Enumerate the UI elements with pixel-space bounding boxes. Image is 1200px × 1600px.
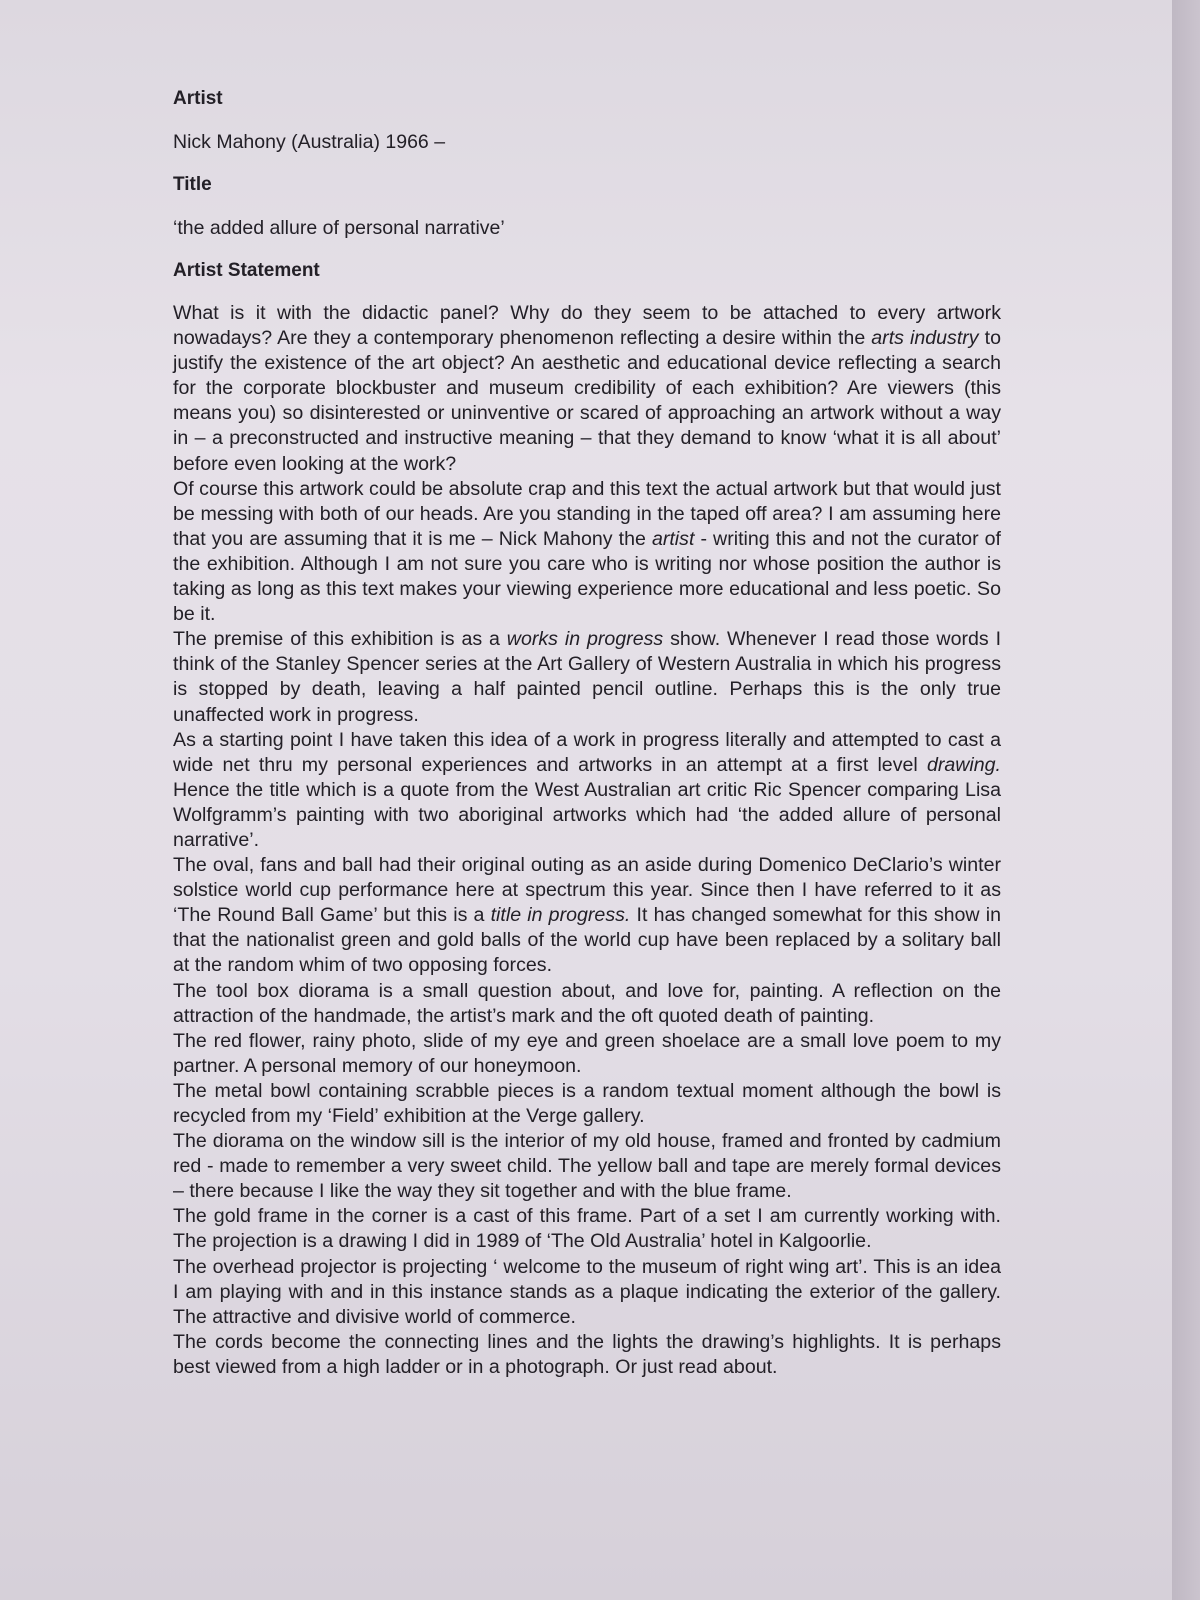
statement-paragraph <box>173 728 1001 853</box>
paragraph-text: What is it with the didactic panel? Why do they seem to be attached to every artwork nowadays? Are they a contemporary phenomenon reflecting a desire within the <box>173 302 1001 350</box>
paragraph-text: Hence the title which is a quote from the West Australian art critic Ric Spencer comparing Lisa Wolfgramm’s painting with two aboriginal artworks which had ‘the added allure of personal narrative’. <box>173 778 1001 851</box>
paragraph-text: The premise of this exhibition is as a <box>173 628 507 651</box>
paragraph-text: show. Whenever I read those words I think of the Stanley Spencer series at the Art Gallery of Western Australia in which his progress is stopped by death, leaving a half painted pencil outline. Perhaps this is the only true unaffected work in progress. <box>173 628 1002 726</box>
background-edge <box>1172 0 1200 1600</box>
paragraph-text: The cords become the connecting lines and the lights the drawing’s highlights. It is perhaps best viewed from a high ladder or in a photograph. Or just read about. <box>173 1330 1001 1378</box>
paragraph-text: The red flower, rainy photo, slide of my eye and green shoelace are a small love poem to my partner. A personal memory of our honeymoon. <box>173 1029 1001 1077</box>
paragraph-text: It has changed somewhat for this show in that the nationalist green and gold balls of the world cup have been replaced by a solitary ball at the random whim of two opposing forces. <box>173 904 1001 977</box>
statement-paragraph <box>173 301 1001 477</box>
paragraph-text: to justify the existence of the art object? An aesthetic and educational device reflecting a search for the corporate blockbuster and museum credibility of each exhibition? Are viewers (this means you) so disinterested or uninventive or scared of approaching an artwork without a way in – a preconstructed and instructive meaning – that they demand to know ‘what it is all about’ before even looking at the work? <box>173 327 1001 475</box>
title-heading: Title <box>173 174 212 195</box>
didactic-panel <box>173 86 1001 1380</box>
statement-paragraph <box>173 477 1001 628</box>
paragraph-text: The overhead projector is projecting ‘ welcome to the museum of right wing art’. This is an idea I am playing with and in this instance stands as a plaque indicating the exterior of the gallery. The attractive and divisive world of commerce. <box>173 1255 1001 1328</box>
statement-paragraph <box>173 1129 1001 1204</box>
statement-heading: Artist Statement <box>173 260 320 281</box>
statement-paragraph <box>173 1330 1001 1380</box>
artist-heading: Artist <box>173 88 223 109</box>
italic-phrase: works in progress <box>506 628 664 651</box>
artist-statement <box>173 301 1001 1380</box>
paragraph-text: Of course this artwork could be absolute crap and this text the actual artwork but that would just be messing with both of our heads. Are you standing in the taped off area? I am assuming here that you are assuming that it is me – Nick Mahony the <box>173 477 1001 550</box>
paragraph-text: As a starting point I have taken this idea of a work in progress literally and attempted to cast a wide net thru my personal experiences and artworks in an attempt at a first level <box>173 728 1001 776</box>
paragraph-text: - writing this and not the curator of the exhibition. Although I am not sure you care who is writing nor whose position the author is taking as long as this text makes your viewing experience more educational and less poetic. So be it. <box>173 527 1001 626</box>
italic-phrase: artist <box>651 527 695 550</box>
italic-phrase: arts industry <box>871 327 979 350</box>
paragraph-text: The gold frame in the corner is a cast of this frame. Part of a set I am currently working with. The projection is a drawing I did in 1989 of ‘The Old Australia’ hotel in Kalgoorlie. <box>173 1205 1001 1253</box>
statement-paragraph <box>173 1029 1001 1079</box>
artist-name: Nick Mahony (Australia) 1966 – <box>173 131 446 153</box>
statement-paragraph <box>173 853 1001 978</box>
artwork-title: ‘the added allure of personal narrative’ <box>173 217 505 239</box>
paragraph-text: The tool box diorama is a small question about, and love for, painting. A reflection on the attraction of the handmade, the artist’s mark and the oft quoted death of painting. <box>173 979 1001 1027</box>
italic-phrase: drawing. <box>926 753 1001 776</box>
paragraph-text: The metal bowl containing scrabble pieces is a random textual moment although the bowl is recycled from my ‘Field’ exhibition at the Verge gallery. <box>173 1079 1001 1127</box>
statement-paragraph <box>173 1204 1001 1254</box>
statement-paragraph <box>173 627 1001 727</box>
statement-paragraph <box>173 1255 1001 1330</box>
paragraph-text: The oval, fans and ball had their original outing as an aside during Domenico DeClario’s winter solstice world cup performance here at spectrum this year. Since then I have referred to it as ‘The Round Ball Game’ but this is a <box>173 854 1001 927</box>
statement-paragraph <box>173 1079 1001 1129</box>
paragraph-text: The diorama on the window sill is the interior of my old house, framed and fronted by cadmium red - made to remember a very sweet child. The yellow ball and tape are merely formal devices – there because I like the way they sit together and with the blue frame. <box>173 1130 1001 1203</box>
statement-paragraph <box>173 979 1001 1029</box>
italic-phrase: title in progress. <box>490 904 631 927</box>
